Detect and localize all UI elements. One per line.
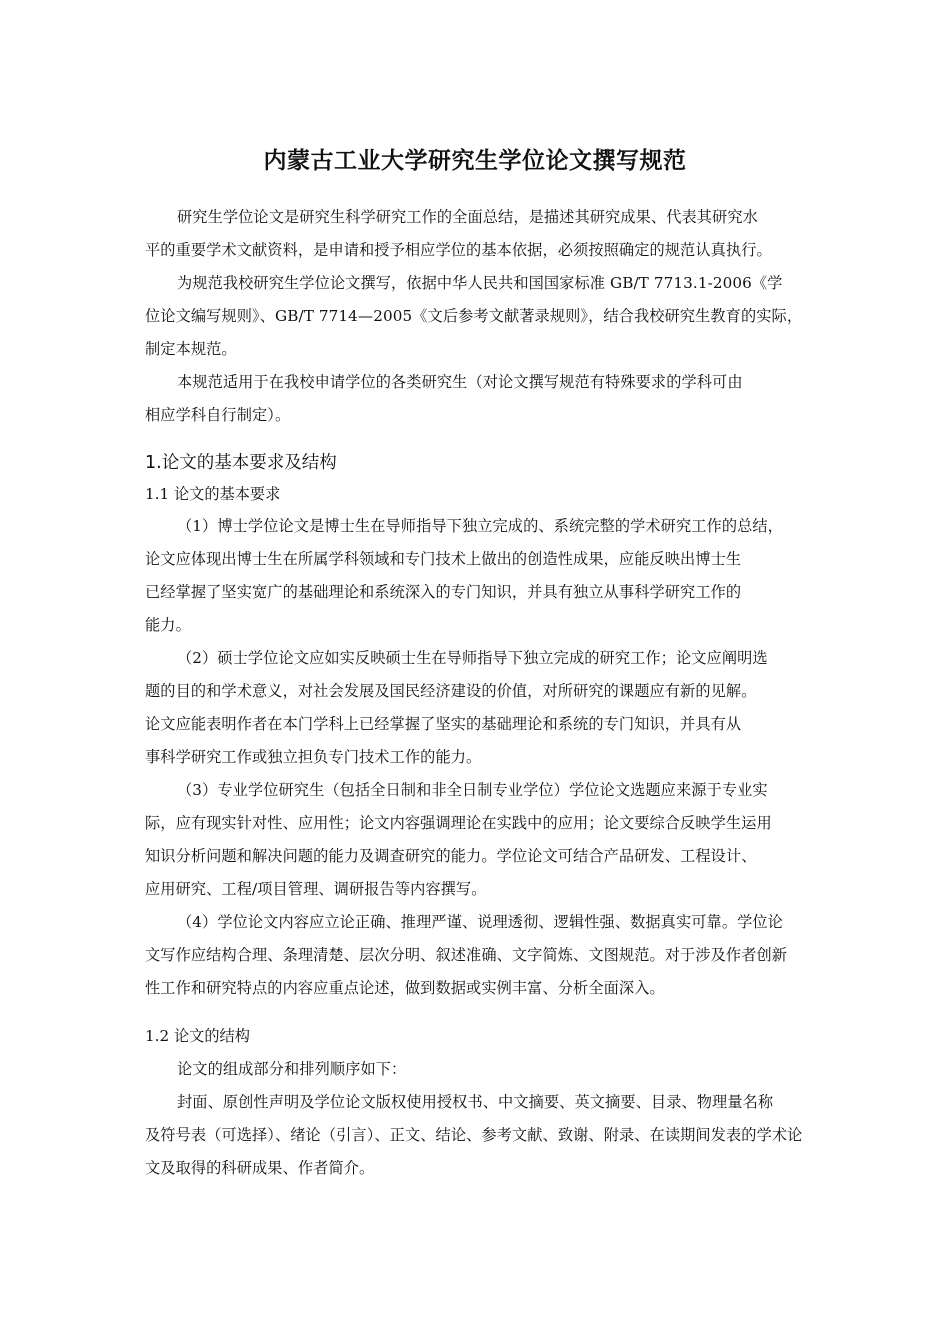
text-line: （1）博士学位论文是博士生在导师指导下独立完成的、系统完整的学术研究工作的总结，	[177, 517, 783, 535]
intro-paragraph-3	[145, 366, 810, 432]
requirement-paragraph-3	[145, 774, 810, 906]
text-line: 文写作应结构合理、条理清楚、层次分明、叙述准确、文字简炼、文图规范。对于涉及作者创新	[145, 946, 788, 964]
requirement-paragraph-4	[145, 906, 810, 1005]
text-line: 平的重要学术文献资料，是申请和授予相应学位的基本依据，必须按照确定的规范认真执行。	[145, 241, 772, 259]
text-line: （3）专业学位研究生（包括全日制和非全日制专业学位）学位论文选题应来源于专业实	[177, 781, 768, 799]
requirement-paragraph-2	[145, 642, 810, 774]
text-line: 相应学科自行制定）。	[145, 406, 291, 424]
text-line: 及符号表（可选择）、绪论（引言）、正文、结论、参考文献、致谢、附录、在读期间发表的学术论	[145, 1126, 803, 1144]
subsection-heading: 1.2 论文的结构	[145, 1027, 250, 1045]
text-line: 性工作和研究特点的内容应重点论述，做到数据或实例丰富、分析全面深入。	[145, 979, 665, 997]
section-heading: 1.论文的基本要求及结构	[145, 453, 337, 473]
page-title: 内蒙古工业大学研究生学位论文撰写规范	[263, 148, 687, 174]
text-line: 论文应体现出博士生在所属学科领域和专门技术上做出的创造性成果，应能反映出博士生	[145, 550, 742, 568]
text-line: 封面、原创性声明及学位论文版权使用授权书、中文摘要、英文摘要、目录、物理量名称	[177, 1093, 774, 1111]
text-line: 制定本规范。	[145, 340, 237, 358]
text-line: （4）学位论文内容应立论正确、推理严谨、说理透彻、逻辑性强、数据真实可靠。学位论	[177, 913, 783, 931]
intro-paragraph-1	[145, 201, 810, 267]
text-line: 知识分析问题和解决问题的能力及调查研究的能力。学位论文可结合产品研发、工程设计、	[145, 847, 757, 865]
intro-block	[145, 201, 810, 432]
text-line: 应用研究、工程/项目管理、调研报告等内容撰写。	[145, 880, 487, 898]
requirements-block	[145, 510, 810, 1005]
text-line: 际，应有现实针对性、应用性；论文内容强调理论在实践中的应用；论文要综合反映学生运用	[145, 814, 772, 832]
text-line: 已经掌握了坚实宽广的基础理论和系统深入的专门知识，并具有独立从事科学研究工作的	[145, 583, 742, 601]
text-line: 研究生学位论文是研究生科学研究工作的全面总结，是描述其研究成果、代表其研究水	[177, 208, 758, 226]
structure-paragraph-1	[145, 1053, 810, 1086]
structure-block	[145, 1053, 810, 1185]
structure-paragraph-2	[145, 1086, 810, 1185]
text-line: 文及取得的科研成果、作者简介。	[145, 1159, 375, 1177]
text-line: 位论文编写规则》、GB/T 7714—2005《文后参考文献著录规则》，结合我校研究生教育的实际，	[145, 307, 803, 325]
intro-paragraph-2	[145, 267, 810, 366]
text-line: 论文的组成部分和排列顺序如下：	[177, 1060, 407, 1078]
requirement-paragraph-1	[145, 510, 810, 642]
text-line: （2）硕士学位论文应如实反映硕士生在导师指导下独立完成的研究工作；论文应阐明选	[177, 649, 768, 667]
text-line: 为规范我校研究生学位论文撰写，依据中华人民共和国国家标准 GB/T 7713.1-2006《学	[177, 274, 783, 292]
text-line: 论文应能表明作者在本门学科上已经掌握了坚实的基础理论和系统的专门知识，并具有从	[145, 715, 742, 733]
text-line: 能力。	[145, 616, 191, 634]
text-line: 事科学研究工作或独立担负专门技术工作的能力。	[145, 748, 482, 766]
subsection-heading: 1.1 论文的基本要求	[145, 485, 281, 503]
text-line: 本规范适用于在我校申请学位的各类研究生（对论文撰写规范有特殊要求的学科可由	[177, 373, 743, 391]
text-line: 题的目的和学术意义，对社会发展及国民经济建设的价值，对所研究的课题应有新的见解。	[145, 682, 757, 700]
